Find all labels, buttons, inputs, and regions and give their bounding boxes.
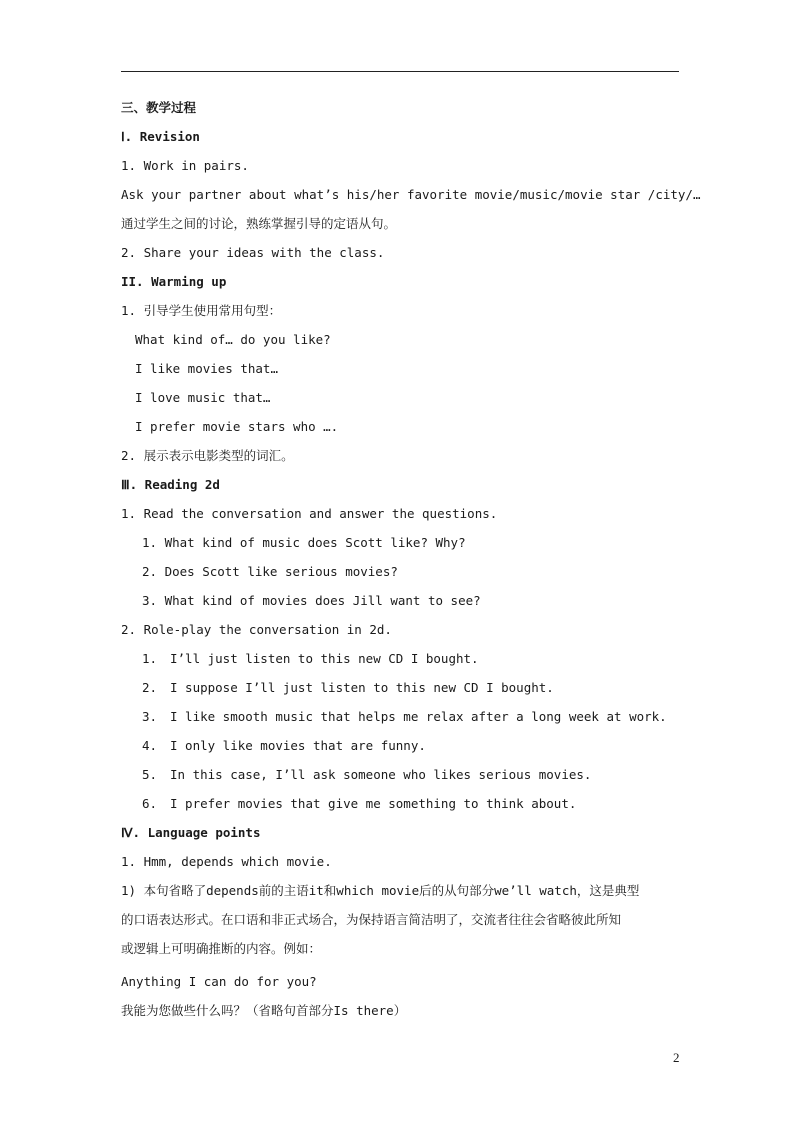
warming-title: II. Warming up	[121, 274, 227, 289]
warming-outro: 2. 展示表示电影类型的词汇。	[121, 448, 294, 463]
section-heading: 三、教学过程	[121, 100, 197, 115]
reading-question: 1. What kind of music does Scott like? Why?	[142, 535, 466, 550]
revision-title: Ⅰ. Revision	[121, 129, 200, 144]
sentence-text: I only like movies that are funny.	[170, 738, 426, 753]
language-line: 1) 本句省略了depends前的主语it和which movie后的从句部分we’ll watch，这是典型	[121, 883, 640, 898]
revision-line: 1. Work in pairs.	[121, 158, 249, 173]
language-line: Anything I can do for you?	[121, 974, 317, 989]
warming-pattern: I love music that…	[135, 390, 271, 405]
sentence-number: 4.	[142, 738, 158, 753]
reading-question: 3. What kind of movies does Jill want to see?	[142, 593, 481, 608]
revision-line: Ask your partner about what’s his/her favorite movie/music/movie star /city/…	[121, 187, 701, 202]
language-line: 1. Hmm, depends which movie.	[121, 854, 332, 869]
sentence-number: 2.	[142, 680, 158, 695]
sentence-number: 3.	[142, 709, 158, 724]
warming-intro: 1. 引导学生使用常用句型：	[121, 303, 282, 318]
reading-question: 2. Does Scott like serious movies?	[142, 564, 398, 579]
roleplay-sentence	[142, 796, 576, 812]
reading-task2: 2. Role-play the conversation in 2d.	[121, 622, 392, 637]
sentence-number: 6.	[142, 796, 158, 811]
warming-pattern: What kind of… do you like?	[135, 332, 331, 347]
roleplay-sentence	[142, 651, 479, 667]
sentence-text: I like smooth music that helps me relax after a long week at work.	[170, 709, 667, 724]
sentence-text: I suppose I’ll just listen to this new CD I bought.	[170, 680, 554, 695]
sentence-number: 1.	[142, 651, 158, 666]
language-line: 我能为您做些什么吗？（省略句首部分Is there）	[121, 1003, 407, 1018]
header-rule	[121, 71, 679, 72]
roleplay-sentence	[142, 767, 591, 783]
language-title: Ⅳ. Language points	[121, 825, 261, 840]
sentence-text: In this case, I’ll ask someone who likes serious movies.	[170, 767, 592, 782]
roleplay-sentence	[142, 738, 426, 754]
sentence-number: 5.	[142, 767, 158, 782]
reading-task1: 1. Read the conversation and answer the questions.	[121, 506, 498, 521]
language-line: 或逻辑上可明确推断的内容。例如：	[121, 941, 322, 956]
revision-line: 通过学生之间的讨论，熟练掌握引导的定语从句。	[121, 216, 397, 231]
sentence-text: I prefer movies that give me something to think about.	[170, 796, 577, 811]
roleplay-sentence	[142, 709, 667, 725]
revision-line: 2. Share your ideas with the class.	[121, 245, 385, 260]
warming-pattern: I like movies that…	[135, 361, 278, 376]
sentence-text: I’ll just listen to this new CD I bought.	[170, 651, 479, 666]
roleplay-sentence	[142, 680, 554, 696]
language-line: 的口语表达形式。在口语和非正式场合，为保持语言简洁明了，交流者往往会省略彼此所知	[121, 912, 622, 927]
reading-title: Ⅲ. Reading 2d	[121, 477, 220, 492]
page-number: 2	[673, 1050, 680, 1065]
warming-pattern: I prefer movie stars who ….	[135, 419, 339, 434]
